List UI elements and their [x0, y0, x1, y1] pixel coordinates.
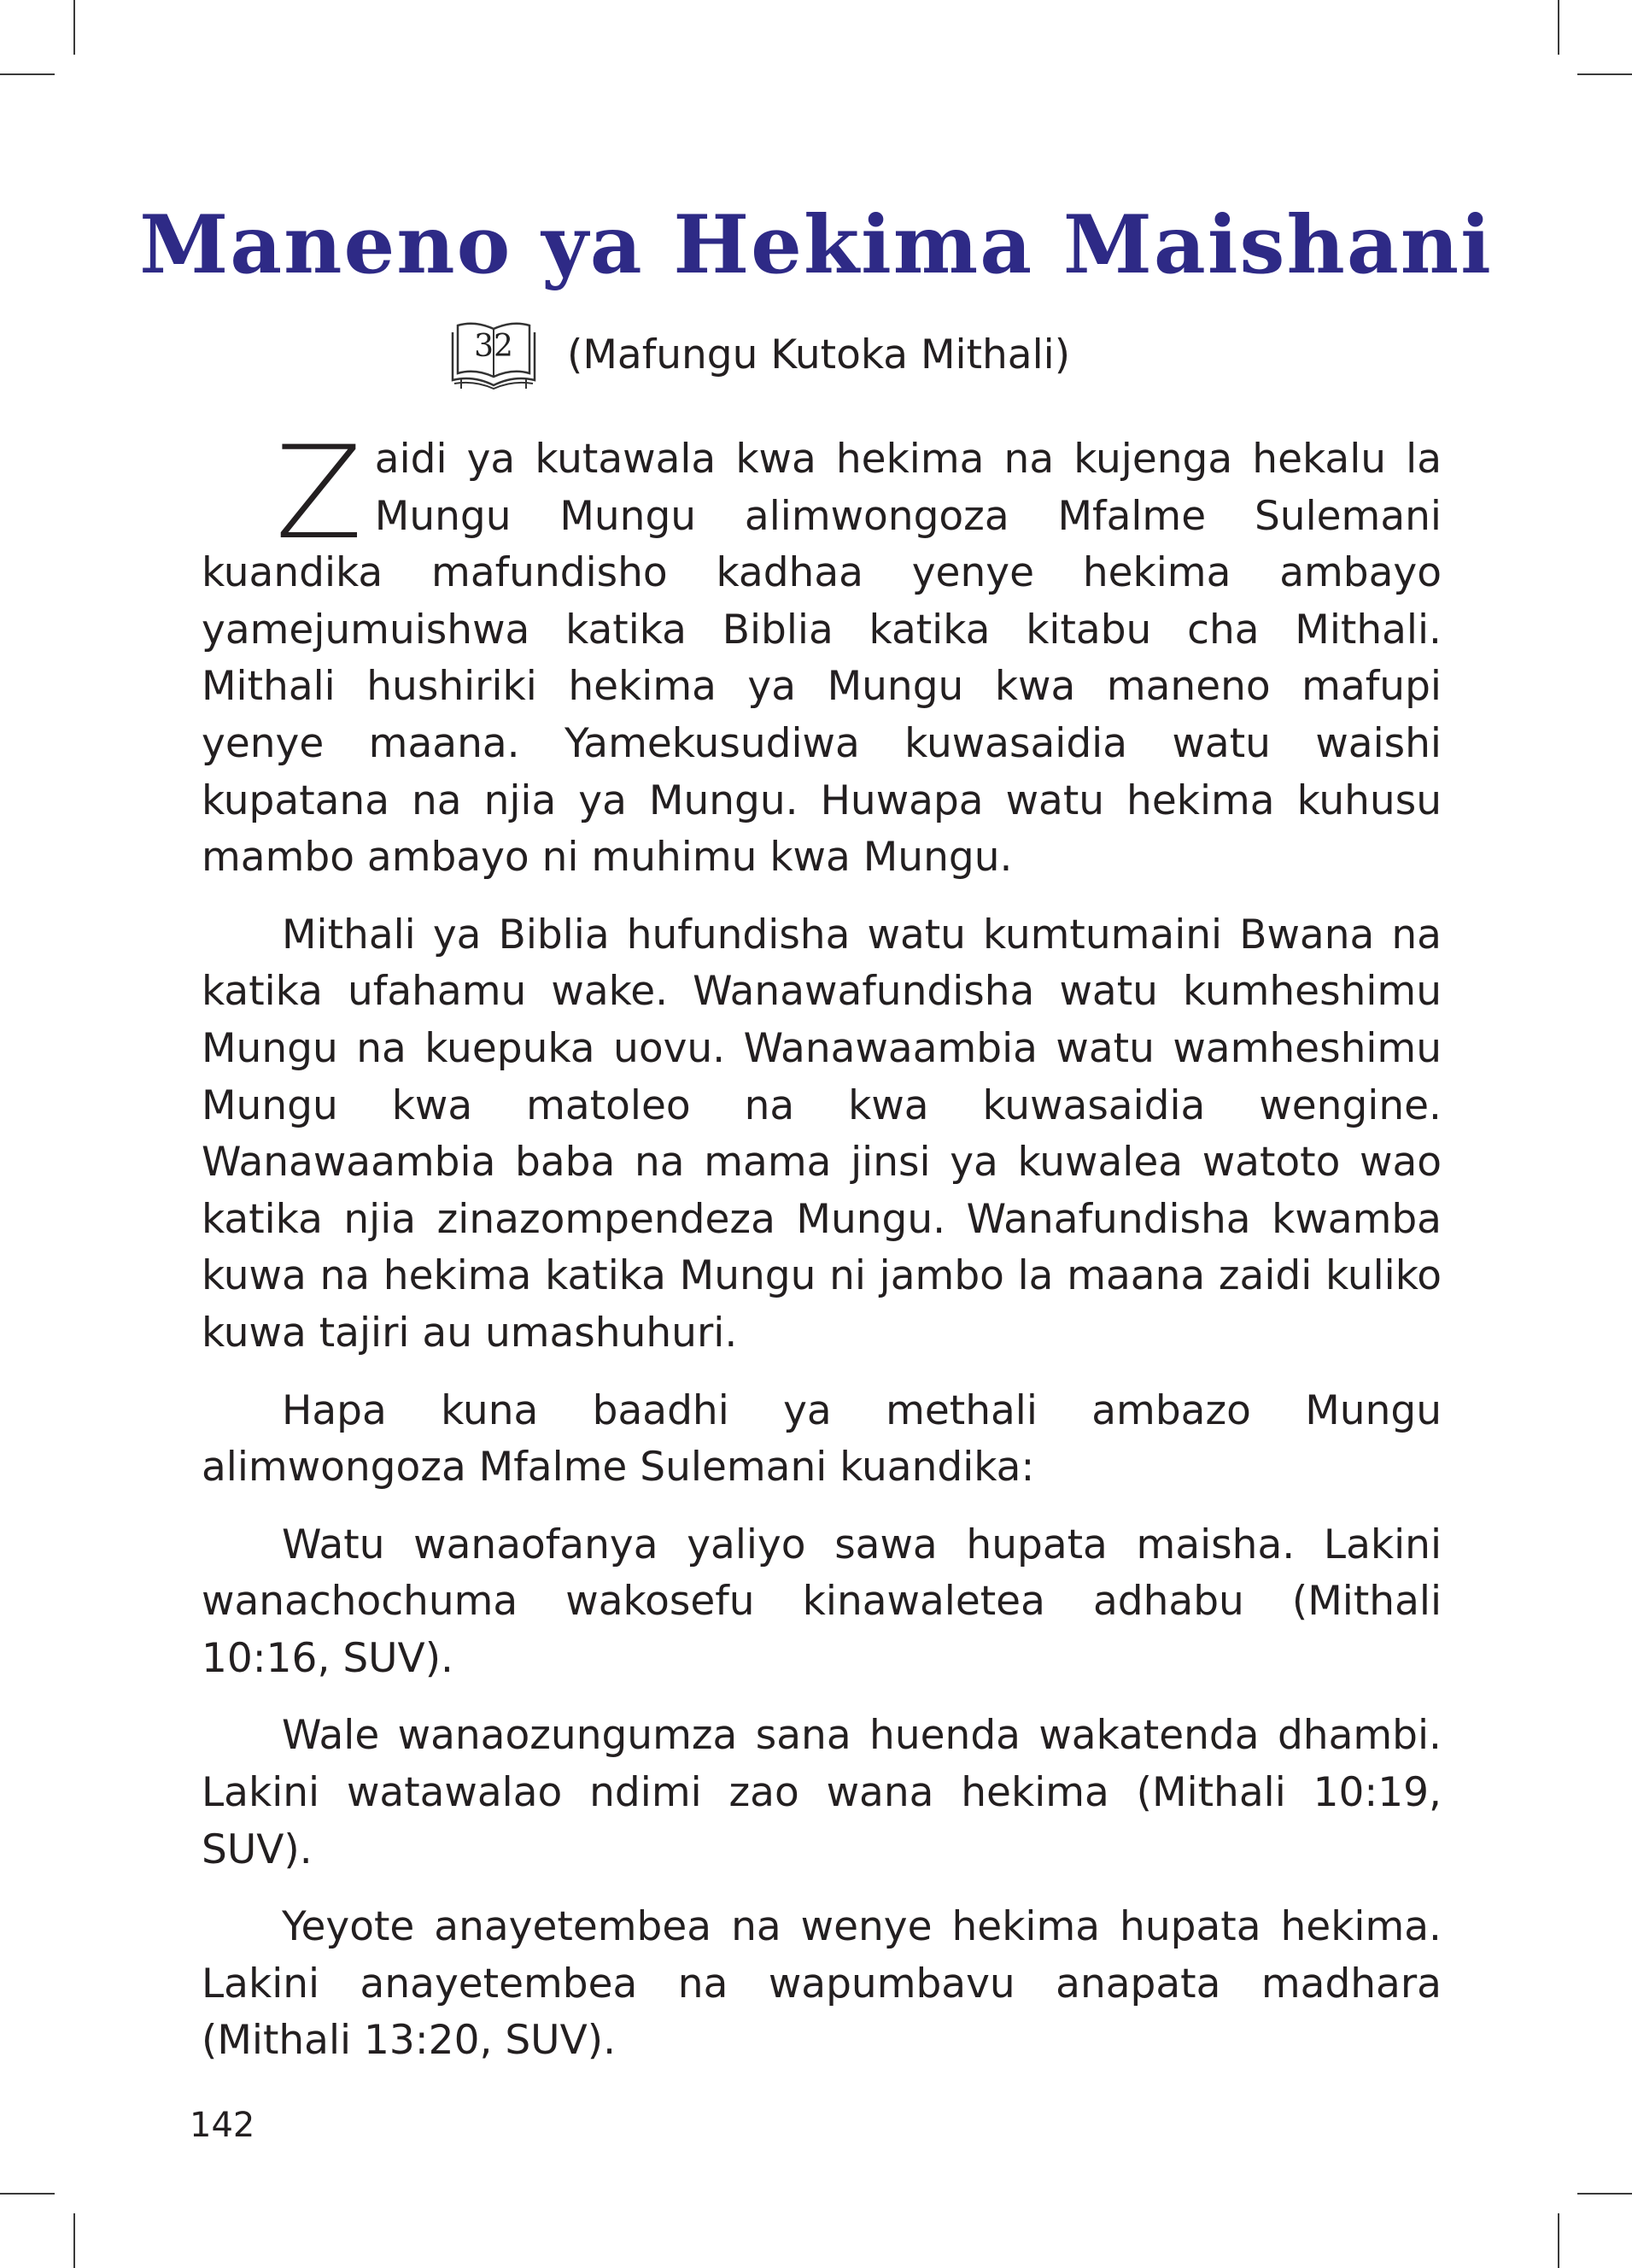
page-title: Maneno ya Hekima Maishani	[139, 198, 1493, 292]
paragraph: Zaidi ya kutawala kwa hekima na kujenga hekalu la Mungu Mungu alimwongoza Mfalme Sulemani kuandika mafundisho kadhaa yenye hekima ambayo yamejumuishwa katika Biblia katika kitabu cha Mithali. Mithali hushiriki hekima ya Mungu kwa maneno mafupi yenye maana. Yamekusudiwa kuwasaidia watu waishi kupatana na njia ya Mungu. Huwapa watu hekima kuhusu mambo ambayo ni muhimu kwa Mungu.	[202, 419, 1442, 882]
reference-number: 32	[474, 329, 513, 364]
page-number: 142	[190, 2106, 255, 2145]
crop-mark	[1577, 2193, 1632, 2195]
crop-mark	[0, 73, 55, 75]
crop-mark	[73, 0, 75, 55]
drop-cap: Z	[275, 419, 363, 568]
paragraph: Wale wanaozungumza sana huenda wakatenda dhambi. Lakini watawalao ndimi zao wana hekima (Mithali 10:19, SUV).	[202, 1712, 1442, 1873]
subtitle: (Mafungu Kutoka Mithali)	[567, 331, 1071, 378]
crop-mark	[73, 2213, 75, 2268]
paragraph: Yeyote anayetembea na wenye hekima hupata hekima. Lakini anayetembea na wapumbavu anapata madhara (Mithali 13:20, SUV).	[202, 1903, 1442, 2065]
paragraph: Watu wanaofanya yaliyo sawa hupata maisha. Lakini wanachochuma wakosefu kinawaletea adhabu (Mithali 10:16, SUV).	[202, 1521, 1442, 1682]
crop-mark	[1577, 73, 1632, 75]
paragraph: Mithali ya Biblia hufundisha watu kumtumaini Bwana na katika ufahamu wake. Wanawafundisha watu kumheshimu Mungu na kuepuka uovu. Wanawaambia watu wamheshimu Mungu kwa matoleo na kwa kuwasaidia wengine. Wanawaambia baba na mama jinsi ya kuwalea watoto wao katika njia zinazompendeza Mungu. Wanafundisha kwamba kuwa na hekima katika Mungu ni jambo la maana zaidi kuliko kuwa tajiri au umashuhuri.	[202, 911, 1442, 1357]
crop-mark	[1558, 0, 1559, 55]
reference-row	[449, 316, 1070, 393]
paragraph: Hapa kuna baadhi ya methali ambazo Mungu alimwongoza Mfalme Sulemani kuandika:	[202, 1386, 1442, 1491]
article-body	[202, 419, 1442, 2090]
crop-mark	[0, 2193, 55, 2195]
book-icon	[449, 317, 538, 392]
crop-mark	[1558, 2213, 1559, 2268]
